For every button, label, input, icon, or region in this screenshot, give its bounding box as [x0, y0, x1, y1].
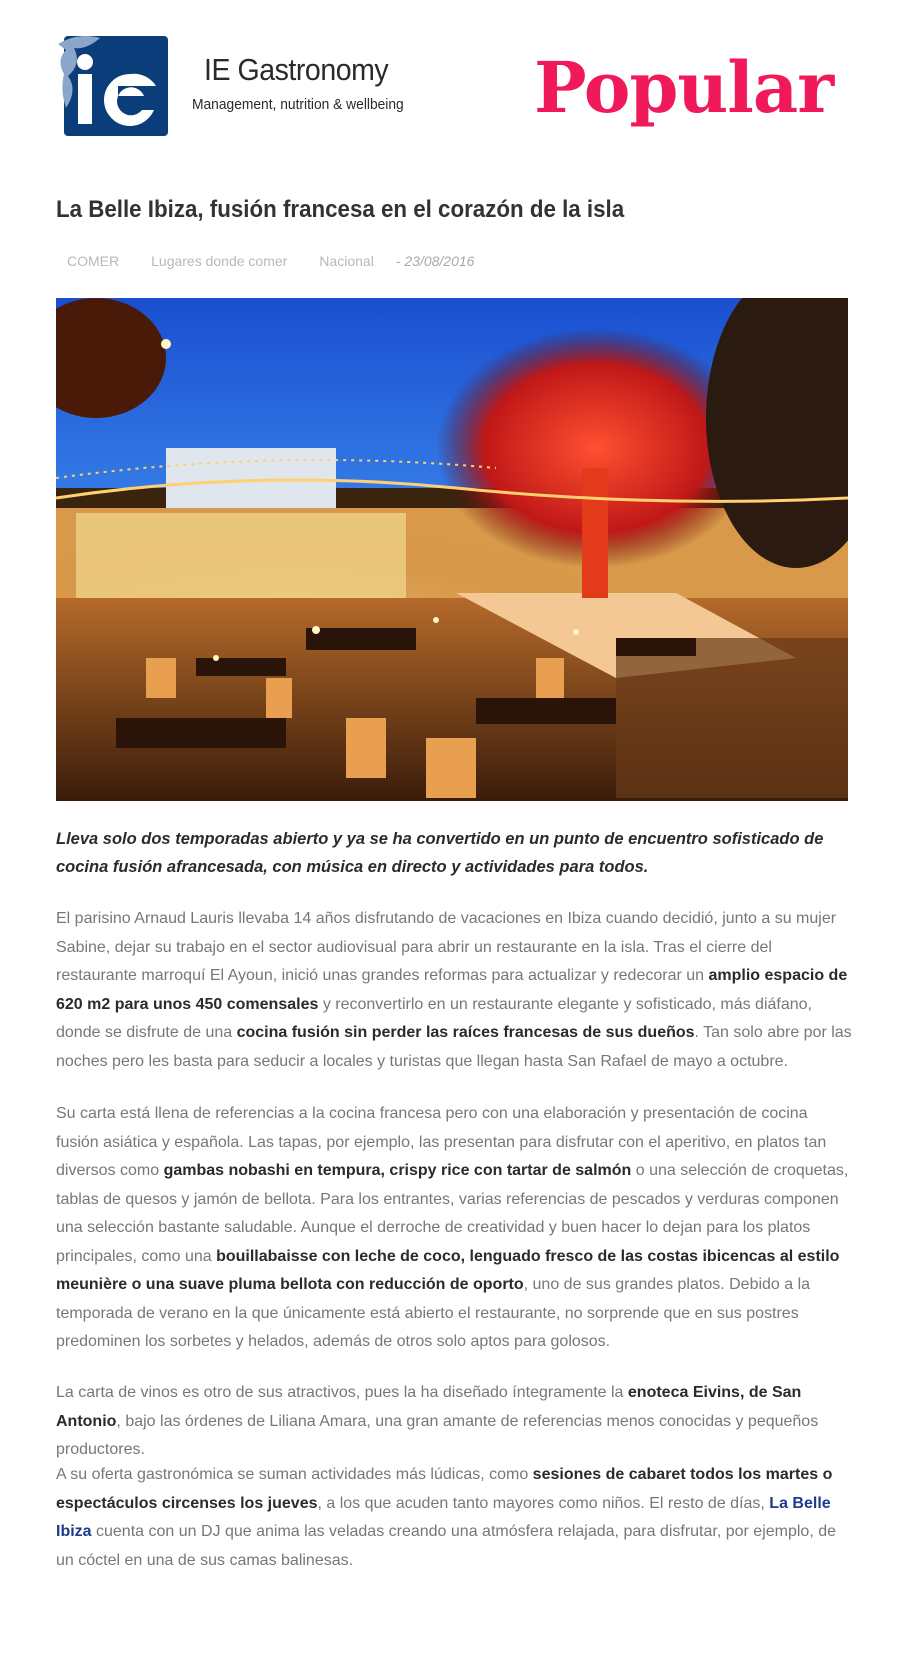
- body-paragraph: A su oferta gastronómica se suman actividades más lúdicas, como sesiones de cabaret todos los martes o espectáculos circenses los jueves, a los que acuden tanto mayores como niños. El resto de días, La Belle Ibiza cuenta con un DJ que anima las veladas creando una atmósfera relajada, para disfrutar, por ejemplo, de un cóctel en una de sus camas balinesas.: [56, 1466, 837, 1569]
- region-link[interactable]: Nacional: [319, 253, 374, 269]
- publish-date: - 23/08/2016: [395, 253, 475, 269]
- subcategory-link[interactable]: Lugares donde comer: [151, 253, 288, 269]
- article-lead: Lleva solo dos temporadas abierto y ya se ha convertido en un punto de encuentro sofisticado de cocina fusión afrancesada, con música en directo y actividades para todos.: [56, 830, 824, 876]
- brand-tagline: Management, nutrition & wellbeing: [192, 96, 404, 113]
- highlight-text: sesiones de cabaret todos los martes o espectáculos circenses los jueves: [56, 1466, 833, 1512]
- body-paragraph: Su carta está llena de referencias a la cocina francesa pero con una elaboración y presentación de cocina fusión asiática y española. Las tapas, por ejemplo, las presentan para disfrutar con el aperitivo, en platos tan diversos como gambas nobashi en tempura, crispy rice con tartar de salmón o una selección de croquetas, tablas de quesos y jamón de bellota. Para los entrantes, varias referencias de pescados y verduras componen una selección bastante saludable. Aunque el derroche de creatividad y buen hacer lo dejan para los platos principales, como una bouillabaisse con leche de coco, lenguado fresco de las costas ibicencas al estilo meunière o una suave pluma bellota con reducción de oporto, uno de sus grandes platos. Debido a la temporada de verano en la que únicamente está abierto el restaurante, no sorprende que en sus postres predominen los sorbetes y helados, además de otros solo aptos para golosos.: [56, 1105, 849, 1350]
- body-paragraph: La carta de vinos es otro de sus atractivos, pues la ha diseñado íntegramente la enoteca Eivins, de San Antonio, bajo las órdenes de Liliana Amara, una gran amante de referencias menos conocidas y pequeños productores.: [56, 1384, 819, 1458]
- hero-photo-restaurant-terrace: [56, 298, 848, 801]
- publication-logo[interactable]: Popular: [534, 46, 834, 129]
- body-paragraph: El parisino Arnaud Lauris llevaba 14 años disfrutando de vacaciones en Ibiza cuando decidió, junto a su mujer Sabine, dejar su trabajo en el sector audiovisual para abrir un restaurante en la isla. Tras el cierre del restaurante marroquí El Ayoun, inició unas grandes reformas para actualizar y redecorar un amplio espacio de 620 m2 para unos 450 comensales y reconvertirlo en un restaurante elegante y sofisticado, más diáfano, donde se disfrute de una cocina fusión sin perder las raíces francesas de sus dueños. Tan solo abre por las noches pero les basta para seducir a locales y turistas que llegan hasta San Rafael de mayo a octubre.: [56, 910, 852, 1070]
- article-meta: [67, 253, 474, 269]
- category-link[interactable]: COMER: [67, 253, 120, 269]
- article-title: La Belle Ibiza, fusión francesa en el corazón de la isla: [56, 196, 625, 223]
- highlight-text: amplio espacio de 620 m2 para unos 450 comensales: [56, 967, 848, 1013]
- restaurant-link[interactable]: La Belle Ibiza: [56, 1494, 831, 1540]
- brand-name[interactable]: IE Gastronomy: [204, 52, 389, 87]
- highlight-text: enoteca Eivins, de San Antonio: [56, 1384, 802, 1430]
- highlight-text: cocina fusión sin perder las raíces francesas de sus dueños: [236, 1024, 695, 1041]
- ie-logo[interactable]: [56, 30, 170, 138]
- site-header: [56, 30, 856, 140]
- highlight-text: gambas nobashi en tempura, crispy rice con tartar de salmón: [163, 1162, 632, 1179]
- highlight-text: bouillabaisse con leche de coco, lenguado fresco de las costas ibicencas al estilo meunière o una suave pluma bellota con reducción de oporto: [56, 1247, 840, 1293]
